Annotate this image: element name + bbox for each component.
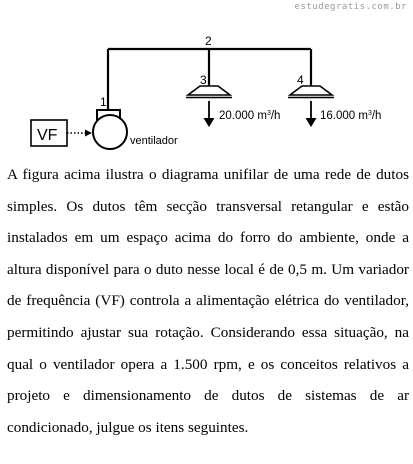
fan-icon <box>93 110 127 149</box>
flow-rate-label-1: 20.000 $m^3/h$ <box>219 110 281 122</box>
paragraph-line: instalados em um espaço acima do forro do ambiente, onde a <box>7 229 409 247</box>
node-label-1: 1 <box>100 95 107 109</box>
paragraph-line: simples. Os dutos têm secção transversal retangular e estão <box>7 197 409 215</box>
node-label-2: 2 <box>205 34 212 48</box>
airflow-arrow-1 <box>204 101 215 127</box>
diffuser-4 <box>288 86 334 98</box>
vf-label: VF <box>37 127 58 144</box>
question-paragraph <box>7 159 409 443</box>
paragraph-line: projeto e dimensionamento de dutos de sistemas de ar <box>7 387 409 405</box>
paragraph-line: permitindo ajustar sua rotação. Considerando essa situação, na <box>7 323 409 341</box>
paragraph-line: A figura acima ilustra o diagrama unifilar de uma rede de dutos <box>7 166 409 183</box>
node-label-4: 4 <box>297 73 304 87</box>
node-label-3: 3 <box>200 73 207 87</box>
airflow-arrow-2 <box>306 101 317 127</box>
flow-rate-label-2: 16.000 $m^3/h$ <box>320 110 382 122</box>
diffuser-3 <box>186 86 232 98</box>
paragraph-line: altura disponível para o duto nesse local é de 0,5 m. Um variador <box>7 260 409 278</box>
duct-diagram <box>0 0 413 155</box>
paragraph-line: de frequência (VF) controla a alimentação elétrica do ventilador, <box>7 292 409 310</box>
paragraph-line: condicionado, julgue os itens seguintes. <box>7 418 249 436</box>
fan-label: ventilador <box>130 135 178 147</box>
watermark: estudegratis.com.br <box>294 2 407 12</box>
duct-lines <box>108 49 311 110</box>
paragraph-line: qual o ventilador opera a 1.500 rpm, e os conceitos relativos a <box>7 355 409 373</box>
control-signal-line <box>67 130 92 137</box>
